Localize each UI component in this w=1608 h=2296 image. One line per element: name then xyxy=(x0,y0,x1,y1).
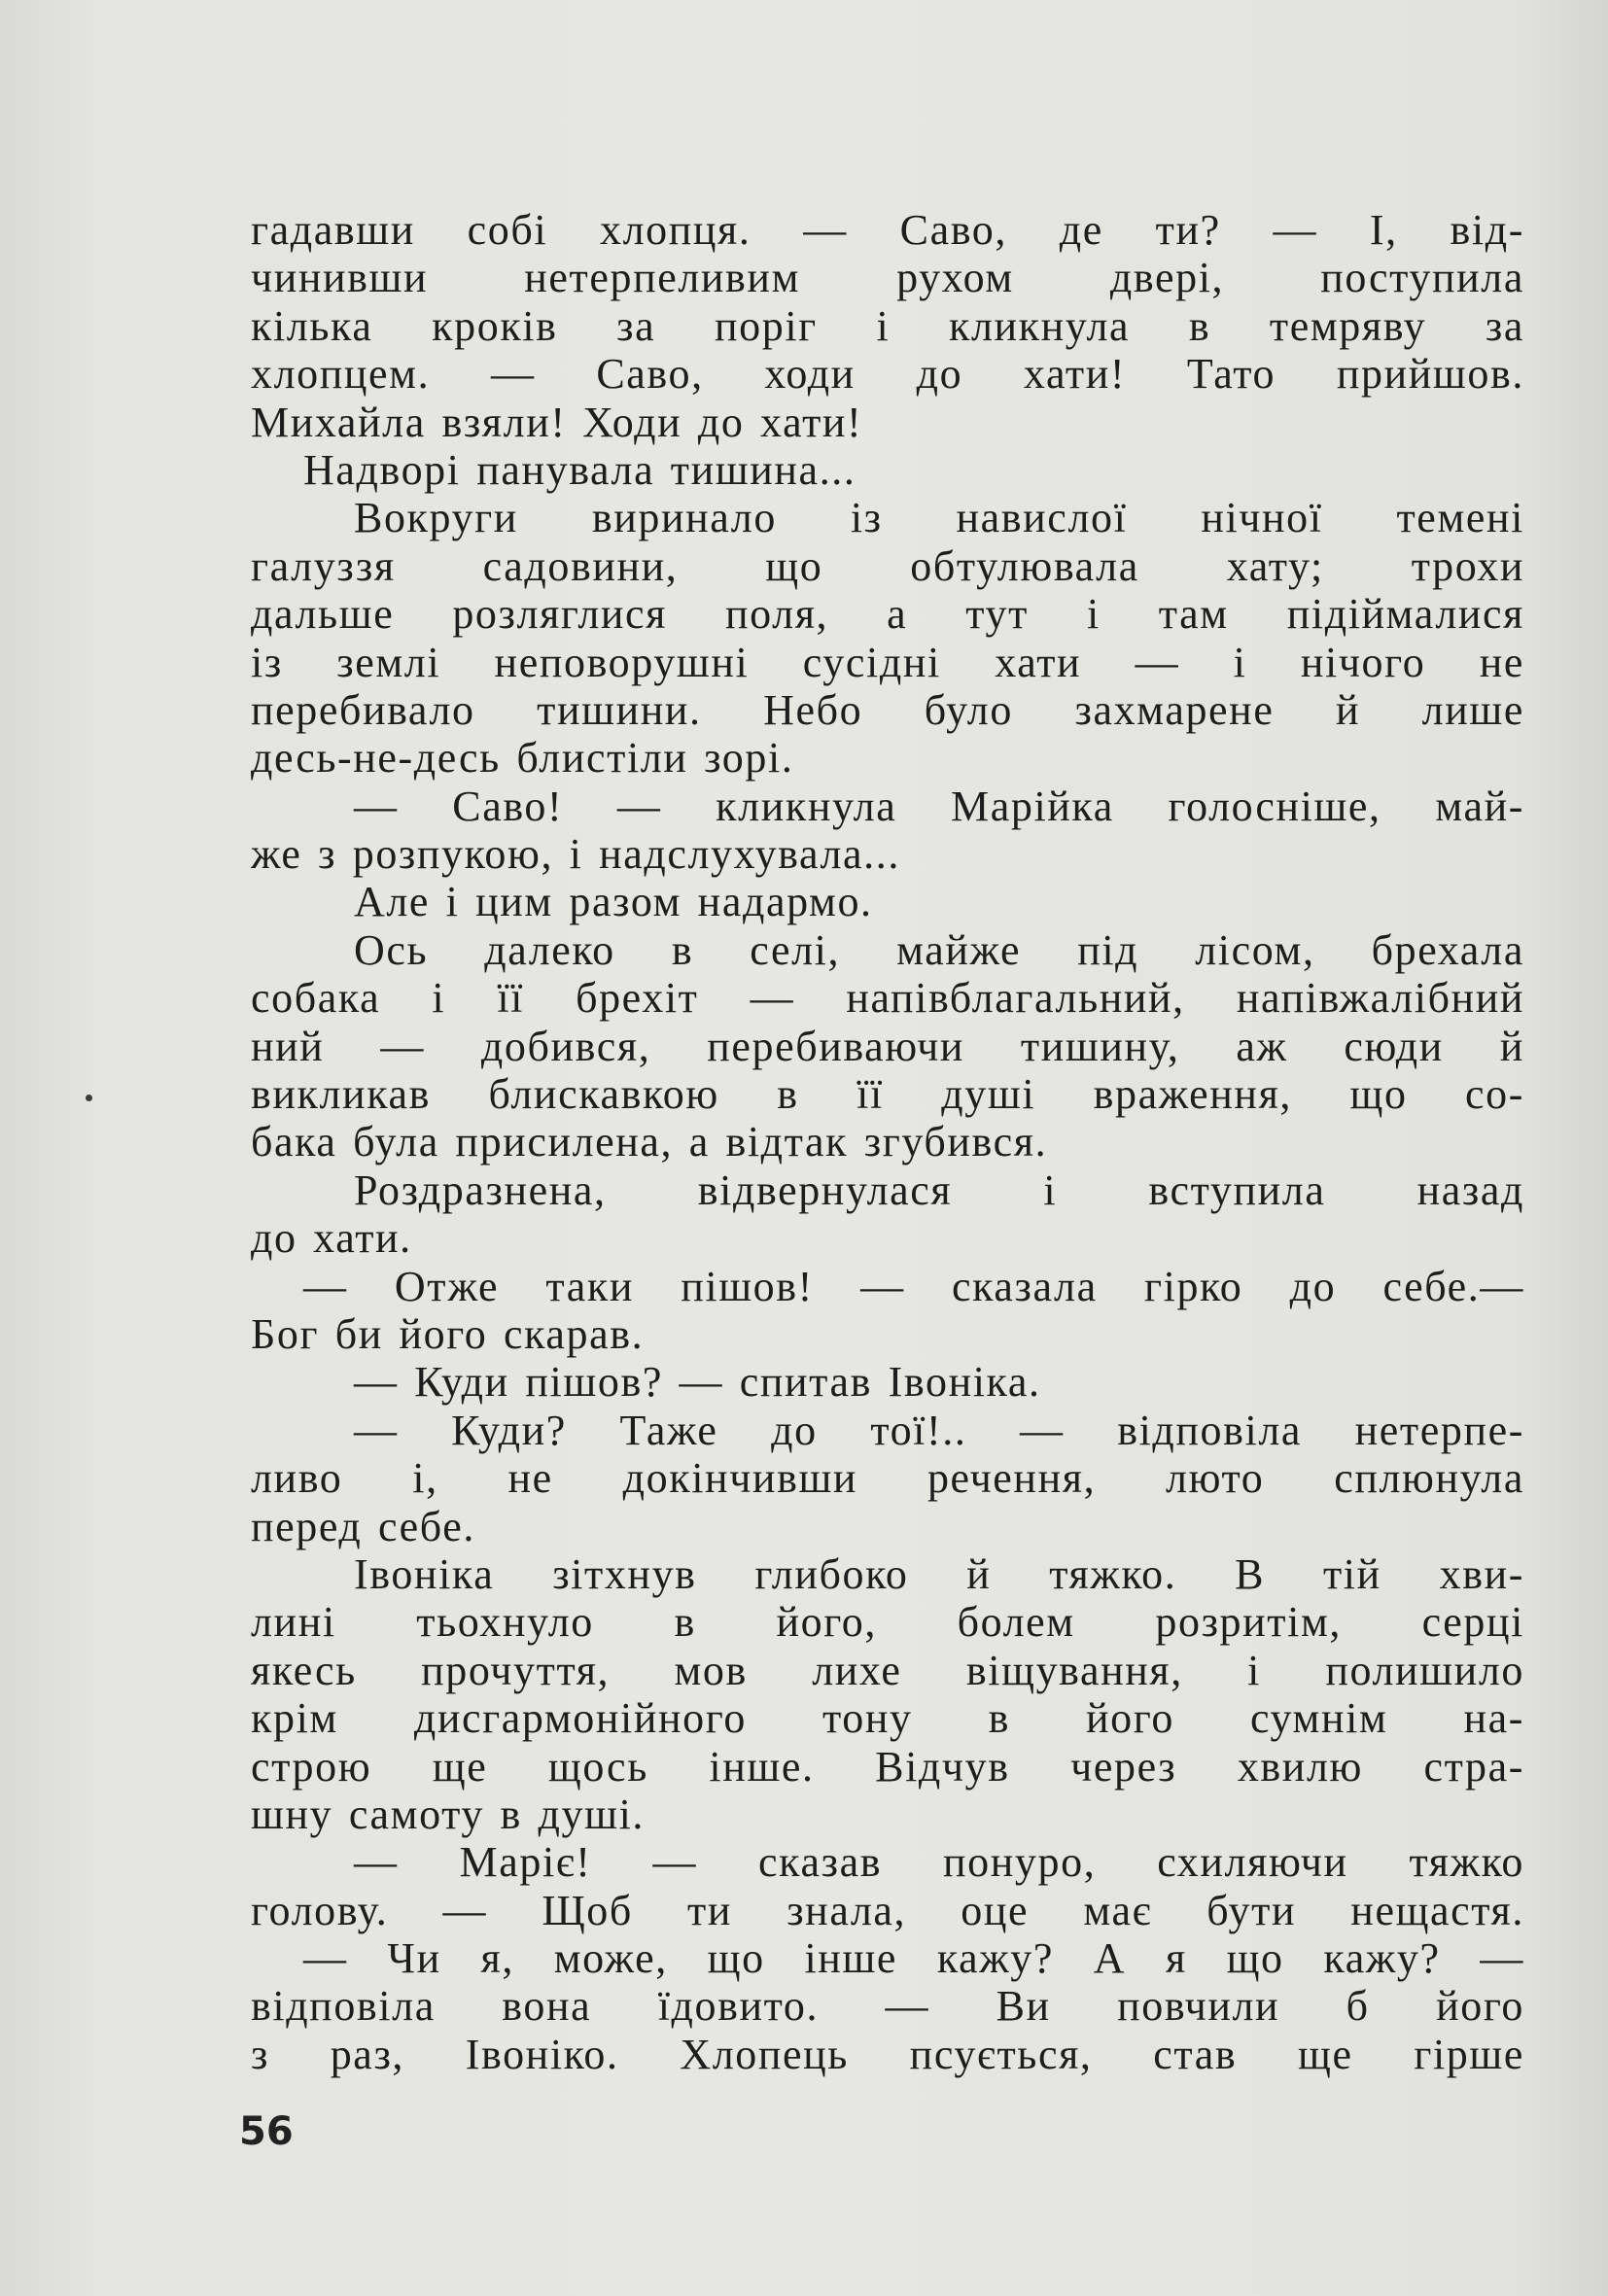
text-line: собака і її брехіт — напівблагальний, напівжалібний xyxy=(251,974,1524,1023)
text-line: відповіла вона їдовито. — Ви повчили б його xyxy=(251,1982,1524,2031)
text-line: до хати. xyxy=(251,1214,412,1263)
text-line: хлопцем. — Саво, ходи до хати! Тато прийшов. xyxy=(251,350,1524,399)
text-line: Роздразнена, відвернулася і вступила назад xyxy=(354,1165,1524,1214)
text-line: ливо і, не докінчивши речення, люто сплюнула xyxy=(251,1454,1524,1503)
text-line: Івоніка зітхнув глибоко й тяжко. В тій хви- xyxy=(354,1549,1524,1598)
text-line: перед себе. xyxy=(251,1502,475,1550)
text-line: Михайла взяли! Ходи до хати! xyxy=(251,398,863,446)
text-line: — Маріє! — сказав понуро, схиляючи тяжко xyxy=(354,1838,1524,1887)
text-line: Бог би його скарав. xyxy=(251,1309,645,1358)
text-line: — Куди пішов? — спитав Івоніка. xyxy=(354,1358,1041,1407)
page-number: 56 xyxy=(239,2109,294,2154)
text-line: десь-не-десь блистіли зорі. xyxy=(251,734,794,783)
text-line: Але і цим разом надармо. xyxy=(354,878,873,926)
text-line: галуззя садовини, що обтулювала хату; трохи xyxy=(251,541,1524,590)
text-line: — Отже таки пішов! — сказала гірко до себе.— xyxy=(303,1262,1524,1310)
text-line: ний — добився, перебиваючи тишину, аж сюди й xyxy=(251,1022,1524,1070)
text-line: із землі неповорушні сусідні хати — і нічого не xyxy=(251,638,1524,686)
text-line: Надворі панувала тишина... xyxy=(303,445,856,494)
text-line: Ось далеко в селі, майже під лісом, брехала xyxy=(354,925,1524,974)
text-line: бака була присилена, а відтак згубився. xyxy=(251,1118,1048,1166)
text-line: лині тьохнуло в його, болем розритім, серці xyxy=(251,1598,1524,1647)
text-line: же з розпукою, і надслухувала... xyxy=(251,830,900,879)
text-line: перебивало тишини. Небо було захмарене й лише xyxy=(251,685,1524,734)
text-line: — Чи я, може, що інше кажу? А я що кажу? — xyxy=(303,1934,1524,1983)
text-line: дальше розляглися поля, а тут і там підіймалися xyxy=(251,590,1524,639)
text-line: — Саво! — кликнула Марійка голосніше, май- xyxy=(354,782,1524,830)
text-line: якесь прочуття, мов лихе віщування, і полишило xyxy=(251,1646,1524,1694)
text-line: гадавши собі хлопця. — Саво, де ти? — І, від- xyxy=(251,206,1524,254)
text-line: крім дисгармонійного тону в його сумнім на- xyxy=(251,1694,1524,1743)
text-line: з раз, Івоніко. Хлопець псується, став ще гірше xyxy=(251,2030,1524,2078)
text-line: — Куди? Таже до тої!.. — відповіла нетерпе- xyxy=(354,1406,1524,1454)
text-line: викликав блискавкою в її душі враження, що со- xyxy=(251,1070,1524,1119)
text-line: шну самоту в душі. xyxy=(251,1790,646,1838)
body-text xyxy=(251,206,1524,2078)
paper-speck xyxy=(86,1095,92,1101)
text-line: Вокруги виринало із навислої нічної темені xyxy=(354,494,1524,542)
text-line: кілька кроків за поріг і кликнула в темряву за xyxy=(251,301,1524,350)
text-line: чинивши нетерпеливим рухом двері, поступила xyxy=(251,254,1524,302)
text-line: голову. — Щоб ти знала, оце має бути нещастя. xyxy=(251,1886,1524,1934)
text-line: строю ще щось інше. Відчув через хвилю стра- xyxy=(251,1742,1524,1791)
